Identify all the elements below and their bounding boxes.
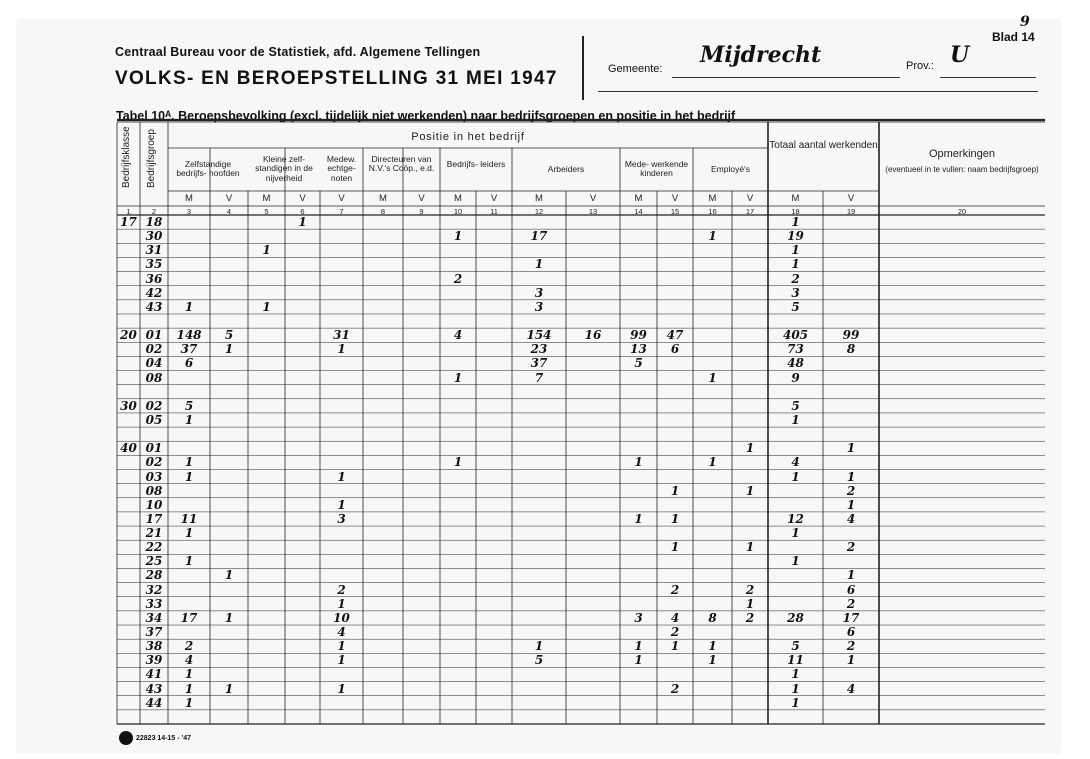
cell-value: 1 [337,469,346,484]
col-number: 1 [126,207,131,216]
mv-label: V [671,193,679,204]
cell-value: 5 [791,398,800,413]
header-medew: Medew. echtge- noten [326,153,357,183]
cell-value: 1 [224,610,234,625]
cell-value: 1 [337,681,346,696]
header-bedrijfsleiders: Bedrijfs- leiders [446,158,506,169]
mv-label: M [379,193,387,204]
mv-label: V [338,193,345,204]
cell-value: 405 [782,328,809,343]
col-number: 13 [588,207,598,216]
bedrijfsgroep-value: 02 [145,455,163,470]
cell-value: 2 [846,483,856,498]
bedrijfsgroep-value: 18 [145,215,163,229]
mv-label: V [589,193,597,204]
bedrijfsgroep-value: 04 [145,356,163,371]
cell-value: 1 [337,342,346,357]
cell-value: 2 [453,271,463,286]
col-number: 20 [957,207,967,216]
cell-value: 1 [708,653,717,668]
mv-label: V [490,193,498,204]
bedrijfsgroep-header: Bedrijfsgroep [146,129,157,188]
mv-label: M [262,193,271,204]
cell-value: 1 [453,455,463,470]
cell-value: 2 [670,681,680,696]
cell-value: 4 [670,610,680,625]
cell-value: 2 [745,610,755,625]
cell-value: 3 [337,511,346,526]
cell-value: 2 [846,596,856,611]
bedrijfsgroep-value: 43 [145,681,163,696]
cell-value: 1 [708,229,717,244]
cell-value: 1 [791,257,800,272]
bedrijfsklasse-value: 20 [120,328,137,343]
bedrijfsgroep-value: 33 [145,596,163,611]
cell-value: 48 [787,356,804,371]
col-number: 17 [745,207,755,216]
bedrijfsgroep-value: 37 [145,625,163,640]
col-number: 15 [670,207,680,216]
bedrijfsgroep-value: 17 [145,511,163,526]
bedrijfsgroep-value: 25 [145,554,163,569]
cell-value: 2 [791,271,800,286]
mv-label: M [791,193,800,204]
col-number: 18 [791,207,800,216]
cell-value: 1 [224,342,234,357]
bedrijfsklasse-value: 30 [120,398,137,413]
col-number: 10 [453,207,463,216]
cell-value: 1 [791,554,800,569]
cell-value: 1 [224,568,234,583]
bedrijfsgroep-value: 36 [145,271,163,286]
census-title: VOLKS- EN BEROEPSTELLING 31 MEI 1947 [115,68,558,89]
mv-label: M [535,193,543,204]
col-number: 16 [708,207,717,216]
cell-value: 2 [846,540,856,555]
mv-label: M [708,193,717,204]
bedrijfsgroep-value: 35 [145,257,163,272]
mv-label: M [454,193,462,204]
cell-value: 6 [184,356,194,371]
cell-value: 2 [184,639,194,654]
cell-value: 1 [634,639,643,654]
cell-value: 1 [337,653,346,668]
bedrijfsgroep-value: 21 [145,526,163,541]
bedrijfsgroep-value: 30 [145,229,163,244]
col-number: 3 [186,207,192,216]
cell-value: 1 [791,215,800,229]
cell-value: 1 [745,441,755,456]
col-number: 11 [490,207,498,216]
cell-value: 1 [534,639,544,654]
cell-value: 1 [184,681,194,696]
bedrijfsgroep-value: 28 [145,568,163,583]
bedrijfsgroep-value: 08 [145,483,163,498]
bedrijfsgroep-value: 01 [145,328,163,343]
bedrijfsklasse-value: 40 [120,441,137,456]
cell-value: 1 [224,681,234,696]
mv-label: M [185,193,193,204]
col-number: 8 [380,207,386,216]
mv-label: V [225,193,233,204]
cell-value: 1 [745,540,755,555]
mv-label: M [634,193,643,204]
printer-logo-icon [119,731,133,745]
cell-value: 5 [791,299,800,314]
cell-value: 4 [846,511,856,526]
cell-value: 1 [791,695,800,710]
bedrijfsgroep-value: 02 [145,342,163,357]
cell-value: 28 [787,610,804,625]
header-medewerkende: Mede- werkende kinderen [624,158,689,178]
cell-value: 11 [787,653,804,668]
cell-value: 154 [526,328,552,343]
cell-value: 1 [708,370,717,385]
bedrijfsgroep-value: 43 [145,299,163,314]
cell-value: 6 [846,625,856,640]
cell-value: 8 [708,610,717,625]
cell-value: 99 [630,328,647,343]
cell-value: 1 [791,412,800,427]
cell-value: 10 [333,610,350,625]
cell-value: 5 [634,356,643,371]
col-number: 4 [226,207,232,216]
cell-value: 1 [634,653,643,668]
cell-value: 1 [634,455,643,470]
bureau-name: Centraal Bureau voor de Statistiek, afd. Algemene Tellingen [115,45,481,59]
cell-value: 1 [846,653,856,668]
cell-value: 11 [180,511,198,526]
cell-value: 2 [670,625,680,640]
bedrijfsgroep-value: 08 [145,370,163,385]
cell-value: 1 [791,469,800,484]
cell-value: 7 [534,370,544,385]
cell-value: 17 [180,610,198,625]
cell-value: 1 [262,243,271,258]
col-number: 19 [846,207,856,216]
cell-value: 1 [708,639,717,654]
col-number: 14 [634,207,643,216]
bedrijfsgroep-value: 05 [145,412,163,427]
header-opmerkingen: Opmerkingen [928,148,996,160]
cell-value: 3 [634,610,643,625]
cell-value: 1 [791,667,800,682]
col-number: 5 [264,207,269,216]
cell-value: 17 [842,610,860,625]
cell-value: 3 [534,285,544,300]
cell-value: 1 [745,483,755,498]
cell-value: 1 [791,681,800,696]
cell-value: 1 [634,511,643,526]
cell-value: 1 [184,455,194,470]
cell-value: 1 [791,243,800,258]
cell-value: 1 [337,497,346,512]
header-directeuren: Directeuren van N.V.'s Coöp., e.d. [368,153,435,173]
blad-label: Blad 14 [992,30,1035,44]
bedrijfsgroep-value: 39 [145,653,163,668]
cell-value: 1 [846,497,856,512]
cell-value: 23 [530,342,548,357]
cell-value: 1 [184,526,194,541]
cell-value: 1 [846,469,856,484]
mv-label: V [299,193,306,204]
cell-value: 2 [745,582,755,597]
cell-value: 6 [846,582,856,597]
bedrijfsgroep-value: 02 [145,398,163,413]
cell-value: 5 [224,328,234,343]
cell-value: 99 [842,328,860,343]
bedrijfsgroep-value: 41 [145,667,163,682]
header-employes: Employé's [711,163,750,174]
cell-value: 1 [184,667,194,682]
cell-value: 47 [666,328,684,343]
cell-value: 148 [176,328,202,343]
cell-value: 1 [745,596,755,611]
mv-label: V [847,193,855,204]
header-totaal: Totaal aantal werkenden [769,140,878,151]
cell-value: 1 [184,412,194,427]
cell-value: 16 [584,328,602,343]
cell-value: 6 [670,342,680,357]
cell-value: 37 [180,342,198,357]
cell-value: 5 [184,398,194,413]
bedrijfsklasse-value: 17 [120,215,137,229]
bedrijfsgroep-value: 10 [145,497,163,512]
bedrijfsgroep-value: 03 [145,469,163,484]
bedrijfsgroep-value: 22 [145,540,163,555]
cell-value: 8 [846,342,856,357]
cell-value: 1 [337,639,346,654]
blad-number: 9 [1020,14,1030,30]
print-code: 22823 14-15 - '47 [136,735,191,742]
cell-value: 5 [791,639,800,654]
positie-header: Positie in het bedrijf [411,131,525,143]
cell-value: 1 [708,455,717,470]
cell-value: 4 [337,625,346,640]
cell-value: 12 [787,511,804,526]
cell-value: 1 [791,526,800,541]
cell-value: 1 [846,441,856,456]
cell-value: 1 [453,229,463,244]
cell-value: 37 [530,356,548,371]
col-number: 7 [339,207,344,216]
gemeente-value: Mijdrecht [700,42,822,68]
cell-value: 1 [184,554,194,569]
table-title: Tabel 10ᴬ. Beroepsbevolking (excl. tijdelijk niet werkenden) naar bedrijfsgroepen en positie in het bedrijf [116,109,736,123]
cell-value: 17 [530,229,548,244]
mv-label: V [418,193,425,204]
cell-value: 13 [630,342,647,357]
cell-value: 1 [184,299,194,314]
cell-value: 4 [791,455,800,470]
col-number: 9 [419,207,424,216]
col-number: 12 [534,207,544,216]
prov-value: U [950,42,970,68]
cell-value: 73 [787,342,804,357]
cell-value: 1 [453,370,463,385]
header-arbeiders: Arbeiders [547,163,585,174]
cell-value: 1 [337,596,346,611]
cell-value: 1 [670,511,680,526]
bedrijfsgroep-value: 01 [145,441,163,456]
cell-value: 1 [534,257,544,272]
mv-label: V [746,193,754,204]
bedrijfsgroep-value: 42 [145,285,163,300]
cell-value: 19 [787,229,804,244]
cell-value: 4 [453,328,463,343]
cell-value: 1 [184,695,194,710]
gemeente-label: Gemeente: [608,63,663,75]
cell-value: 1 [846,568,856,583]
cell-value: 3 [534,299,544,314]
cell-value: 5 [534,653,544,668]
cell-value: 1 [670,483,680,498]
col-number: 2 [151,207,157,216]
cell-value: 1 [670,639,680,654]
cell-value: 1 [184,469,194,484]
bedrijfsgroep-value: 31 [145,243,163,258]
col-number: 6 [300,207,305,216]
bedrijfsgroep-value: 34 [145,610,163,625]
prov-label: Prov.: [906,60,934,72]
header-opmerkingen-sub: (eventueel in te vullen: naam bedrijfsgroep) [885,165,1039,174]
cell-value: 31 [333,328,350,343]
bedrijfsgroep-value: 44 [145,695,163,710]
cell-value: 1 [298,215,307,229]
header-kleine: Kleine zelf- standigen in de nijverheid [255,153,313,183]
bedrijfsgroep-value: 38 [145,639,163,654]
cell-value: 4 [846,681,856,696]
cell-value: 2 [337,582,346,597]
cell-value: 4 [184,653,194,668]
bedrijfsgroep-value: 32 [145,582,163,597]
cell-value: 1 [670,540,680,555]
cell-value: 1 [262,299,271,314]
cell-value: 9 [791,370,800,385]
cell-value: 3 [791,285,800,300]
bedrijfsklasse-header: Bedrijfsklasse [121,126,132,188]
header-zelfstandige: Zelfstandige bedrijfs- hoofden [176,158,240,178]
cell-value: 2 [846,639,856,654]
cell-value: 2 [670,582,680,597]
